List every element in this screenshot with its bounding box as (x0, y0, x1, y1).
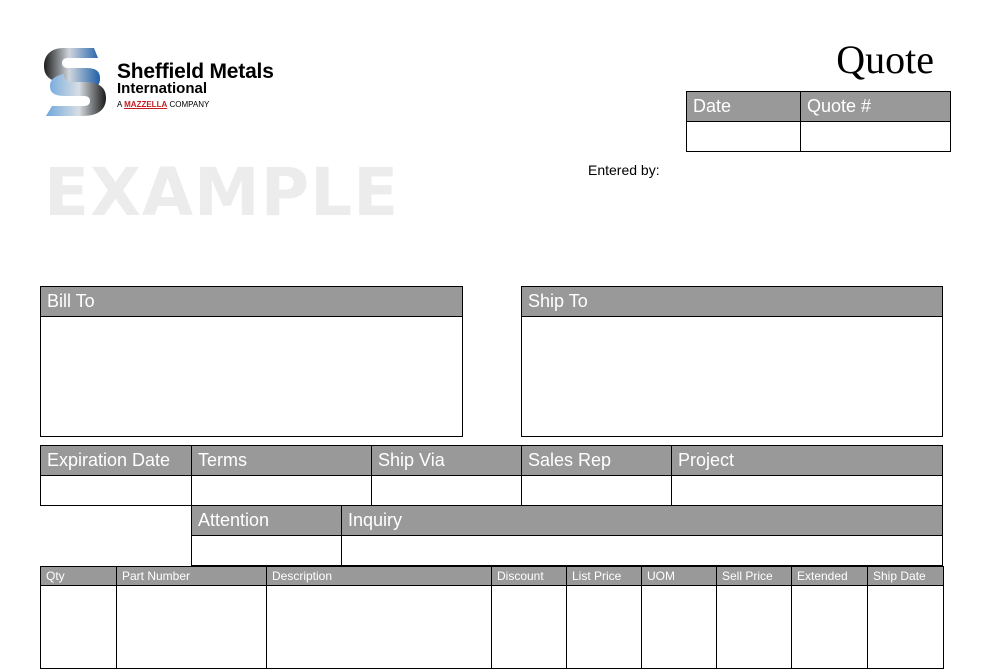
inquiry-header: Inquiry (341, 505, 943, 536)
tagline-suffix: COMPANY (167, 100, 210, 109)
sales-rep-field[interactable] (521, 475, 672, 506)
column-header-discount: Discount (492, 567, 567, 586)
project-field[interactable] (671, 475, 943, 506)
column-header-qty: Qty (41, 567, 117, 586)
column-header-part-number: Part Number (117, 567, 267, 586)
table-row (41, 586, 944, 669)
inquiry-field[interactable] (341, 535, 943, 566)
company-tagline (117, 101, 209, 109)
project-header: Project (671, 445, 943, 476)
expiration-date-field[interactable] (40, 475, 192, 506)
attention-field[interactable] (191, 535, 342, 566)
ship-to-field[interactable] (521, 316, 943, 437)
ship-to-header: Ship To (521, 286, 943, 317)
entered-by-label: Entered by: (588, 162, 660, 178)
uom-cell[interactable] (642, 586, 717, 669)
description-cell[interactable] (267, 586, 492, 669)
ship-via-field[interactable] (371, 475, 522, 506)
quote-number-field[interactable] (800, 121, 951, 152)
terms-field[interactable] (191, 475, 372, 506)
column-header-uom: UOM (642, 567, 717, 586)
extended-cell[interactable] (792, 586, 868, 669)
sell-price-cell[interactable] (717, 586, 792, 669)
document-title: Quote (836, 37, 934, 82)
date-header: Date (686, 91, 801, 122)
line-items-table (40, 566, 944, 669)
part-number-cell[interactable] (117, 586, 267, 669)
column-header-list-price: List Price (567, 567, 642, 586)
ship-date-cell[interactable] (868, 586, 944, 669)
ship-via-header: Ship Via (371, 445, 522, 476)
discount-cell[interactable] (492, 586, 567, 669)
bill-to-header: Bill To (40, 286, 463, 317)
tagline-brand: MAZZELLA (124, 100, 168, 109)
column-header-description: Description (267, 567, 492, 586)
company-name: Sheffield Metals (117, 60, 274, 83)
tagline-prefix: A (117, 100, 125, 109)
example-watermark: EXAMPLE (44, 154, 400, 231)
sheffield-s-logo-icon (42, 46, 114, 118)
table-header-row (41, 567, 944, 586)
terms-header: Terms (191, 445, 372, 476)
qty-cell[interactable] (41, 586, 117, 669)
attention-header: Attention (191, 505, 342, 536)
bill-to-field[interactable] (40, 316, 463, 437)
date-field[interactable] (686, 121, 801, 152)
quote-number-header: Quote # (800, 91, 951, 122)
column-header-ship-date: Ship Date (868, 567, 944, 586)
company-subname: International (117, 80, 208, 97)
column-header-extended: Extended (792, 567, 868, 586)
sales-rep-header: Sales Rep (521, 445, 672, 476)
expiration-date-header: Expiration Date (40, 445, 192, 476)
column-header-sell-price: Sell Price (717, 567, 792, 586)
list-price-cell[interactable] (567, 586, 642, 669)
